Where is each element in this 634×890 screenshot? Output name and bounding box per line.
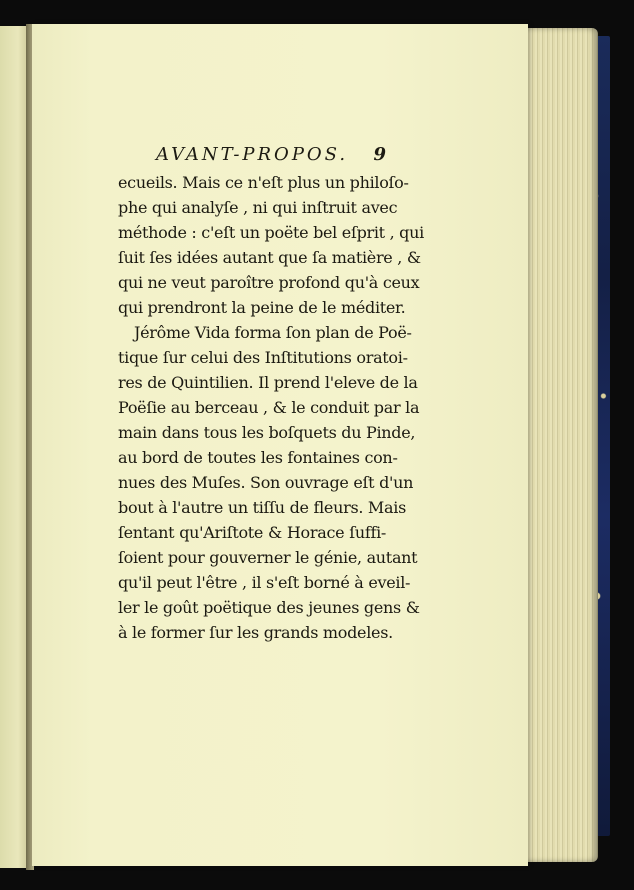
page-number: 9 [373,144,386,165]
page-edges [520,28,598,862]
text-line: main dans tous les boſquets du Pinde, [118,423,416,442]
text-line: méthode : c'eſt un poëte bel eſprit , qui [118,223,424,242]
text-line: qu'il peut l'être , il s'eſt borné à eveil- [118,573,411,592]
text-line: ſoient pour gouverner le génie, autant [118,548,418,567]
text-line: qui prendront la peine de le méditer. [118,298,406,317]
text-line: bout à l'autre un tiſſu de fleurs. Mais [118,498,406,517]
text-line: nues des Muſes. Son ouvrage eſt d'un [118,473,414,492]
text-line: res de Quintilien. Il prend l'eleve de la [118,373,418,392]
text-line: ſentant qu'Ariſtote & Horace ſuffi- [118,523,386,542]
text-line: phe qui analyſe , ni qui inſtruit avec [118,198,398,217]
text-line: ſuit ſes idées autant que ſa matière , & [118,248,421,267]
text-line: à le former ſur les grands modeles. [118,623,393,642]
running-title: AVANT-PROPOS. [156,144,349,165]
text-line: qui ne veut paroître profond qu'à ceux [118,273,420,292]
text-line: au bord de toutes les fontaines con- [118,448,398,467]
text-line: Poëſie au berceau , & le conduit par la [118,398,420,417]
text-line: tique ſur celui des Inſtitutions oratoi- [118,348,408,367]
running-header [156,144,386,166]
text-line: Jérôme Vida forma ſon plan de Poë- [134,323,412,342]
text-line: ecueils. Mais ce n'eſt plus un philoſo- [118,173,409,192]
text-line: ler le goût poëtique des jeunes gens & [118,598,420,617]
